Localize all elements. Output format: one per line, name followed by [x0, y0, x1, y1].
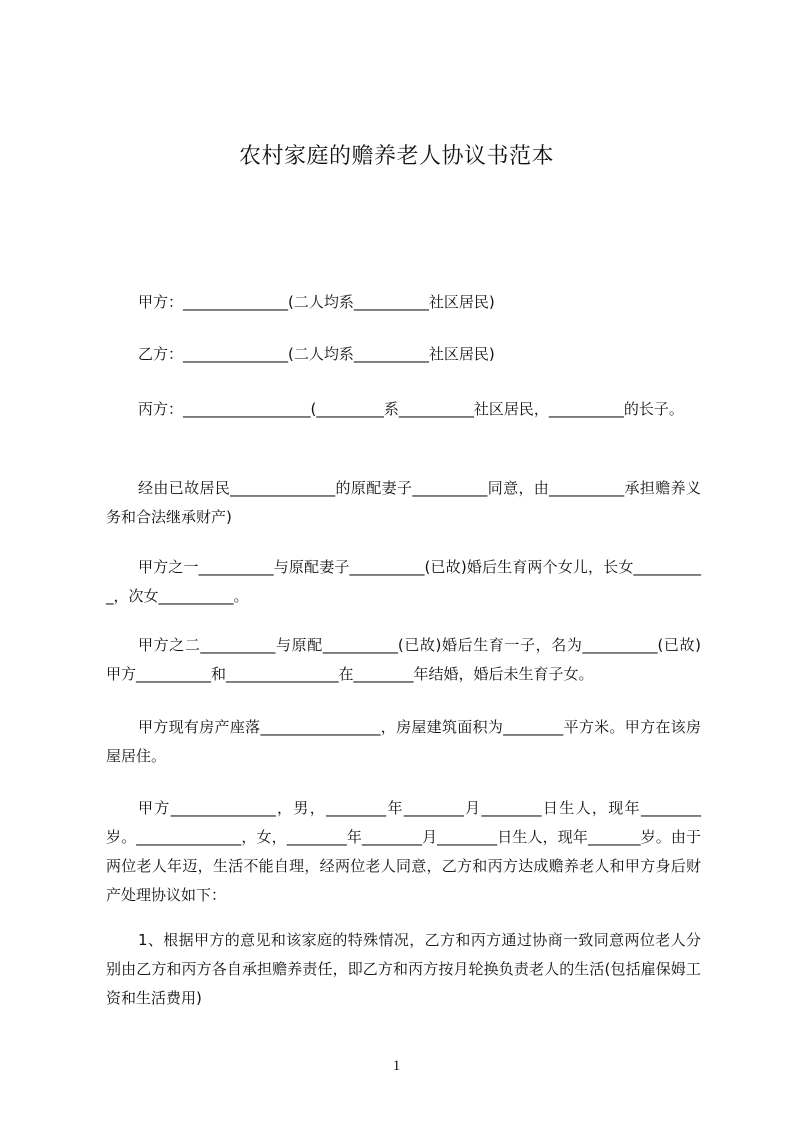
paragraph-party-b: 乙方：______________(二人均系__________社区居民)	[138, 345, 495, 363]
paragraph-party-c: 丙方：_________________(_________系__________社区居民，__________的长子。	[138, 400, 684, 418]
paragraph-party-a: 甲方：______________(二人均系__________社区居民)	[138, 293, 495, 311]
paragraph-property: 甲方现有房产座落________________，房屋建筑面积为________平方米。甲方在该房屋居住。	[106, 718, 701, 765]
document-title: 农村家庭的赡养老人协议书范本	[238, 144, 554, 169]
paragraph-party-a-one: 甲方之一__________与原配妻子__________(已故)婚后生育两个女儿，长女__________，次女__________。	[106, 558, 701, 605]
page-number: 1	[392, 1058, 401, 1074]
paragraph-consent: 经由已故居民______________的原配妻子__________同意，由__________承担赡养义务和合法继承财产)	[106, 479, 701, 526]
paragraph-party-a-two: 甲方之二__________与原配__________(已故)婚后生育一子，名为__________(已故)甲方__________和_______________在________年结婚，婚后未生育子女。	[106, 636, 701, 683]
paragraph-elders-info: 甲方______________，男，________年________月________日生人，现年________岁。______________，女，________年________月________日生人，现年_______岁。由于两位老人年迈，生活不能自理，经两位老人同意，乙方和丙方达成赡养老人和甲方身后财产处理协议如下：	[106, 799, 701, 904]
paragraph-clause-1: 1、根据甲方的意见和该家庭的特殊情况，乙方和丙方通过协商一致同意两位老人分别由乙方和丙方各自承担赡养责任，即乙方和丙方按月轮换负责老人的生活(包括雇保姆工资和生活费用)	[106, 931, 701, 1007]
